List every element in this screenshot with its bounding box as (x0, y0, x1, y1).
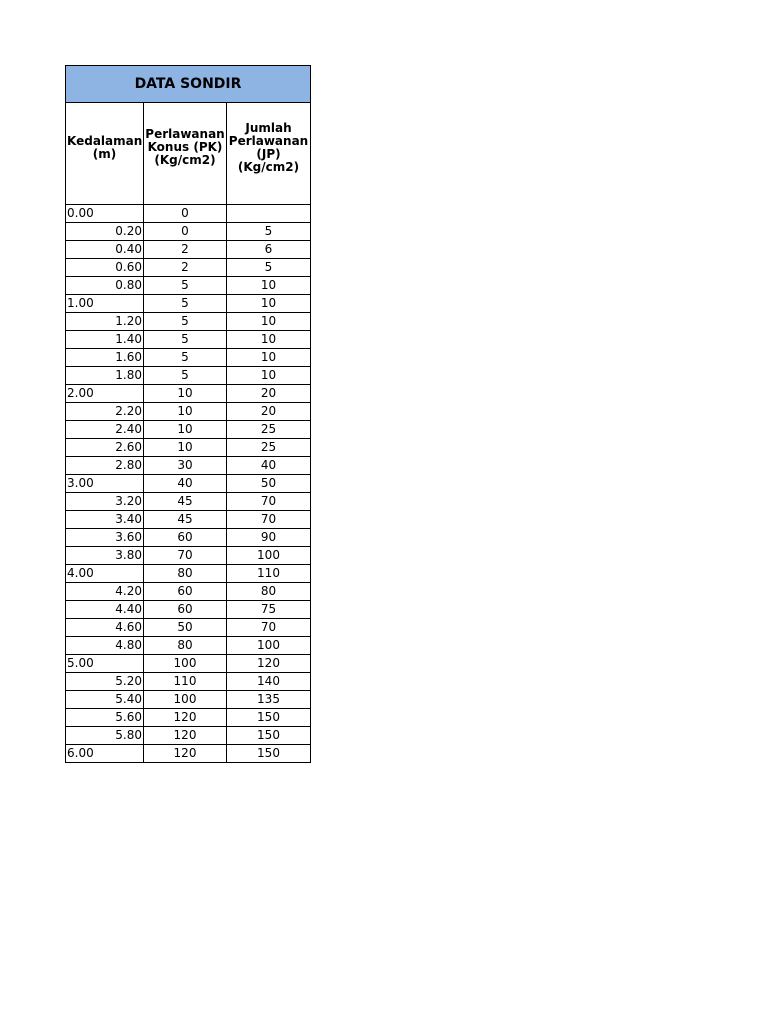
pk-cell: 45 (144, 493, 227, 511)
table-row (66, 439, 311, 457)
jp-cell: 10 (227, 277, 311, 295)
jp-cell: 10 (227, 313, 311, 331)
depth-cell: 3.20 (66, 493, 144, 511)
table-row (66, 727, 311, 745)
jp-cell: 150 (227, 727, 311, 745)
table-row (66, 349, 311, 367)
depth-cell: 2.20 (66, 403, 144, 421)
depth-cell: 1.40 (66, 331, 144, 349)
depth-cell: 5.20 (66, 673, 144, 691)
jp-cell: 80 (227, 583, 311, 601)
jp-cell: 5 (227, 259, 311, 277)
header-row (66, 103, 311, 205)
table-row (66, 223, 311, 241)
table-row (66, 691, 311, 709)
pk-cell: 120 (144, 727, 227, 745)
pk-cell: 60 (144, 601, 227, 619)
jp-cell: 5 (227, 223, 311, 241)
table-row (66, 475, 311, 493)
jp-cell: 10 (227, 331, 311, 349)
table-row (66, 313, 311, 331)
header-depth: Kedalaman (m) (66, 103, 144, 205)
jp-cell: 135 (227, 691, 311, 709)
title-row (66, 66, 311, 103)
depth-cell: 6.00 (66, 745, 144, 763)
table-row (66, 295, 311, 313)
depth-cell: 4.20 (66, 583, 144, 601)
pk-cell: 2 (144, 259, 227, 277)
pk-cell: 5 (144, 349, 227, 367)
depth-cell: 1.60 (66, 349, 144, 367)
pk-cell: 100 (144, 691, 227, 709)
table-row (66, 511, 311, 529)
pk-cell: 0 (144, 205, 227, 223)
table-row (66, 493, 311, 511)
jp-cell: 100 (227, 637, 311, 655)
depth-cell: 1.20 (66, 313, 144, 331)
depth-cell: 2.60 (66, 439, 144, 457)
pk-cell: 5 (144, 295, 227, 313)
depth-cell: 5.00 (66, 655, 144, 673)
table-row (66, 457, 311, 475)
depth-cell: 3.80 (66, 547, 144, 565)
jp-cell: 90 (227, 529, 311, 547)
pk-cell: 30 (144, 457, 227, 475)
pk-cell: 5 (144, 367, 227, 385)
jp-cell: 150 (227, 709, 311, 727)
jp-cell (227, 205, 311, 223)
pk-cell: 2 (144, 241, 227, 259)
pk-cell: 100 (144, 655, 227, 673)
table-row (66, 601, 311, 619)
jp-cell: 75 (227, 601, 311, 619)
table-row (66, 259, 311, 277)
table-row (66, 565, 311, 583)
sondir-table (65, 65, 311, 763)
table-row (66, 241, 311, 259)
depth-cell: 5.40 (66, 691, 144, 709)
header-pk: Perlawanan Konus (PK) (Kg/cm2) (144, 103, 227, 205)
pk-cell: 5 (144, 277, 227, 295)
table-row (66, 331, 311, 349)
jp-cell: 140 (227, 673, 311, 691)
pk-cell: 50 (144, 619, 227, 637)
depth-cell: 0.20 (66, 223, 144, 241)
jp-cell: 100 (227, 547, 311, 565)
depth-cell: 5.80 (66, 727, 144, 745)
table-row (66, 619, 311, 637)
depth-cell: 4.40 (66, 601, 144, 619)
header-jp: Jumlah Perlawanan (JP) (Kg/cm2) (227, 103, 311, 205)
jp-cell: 10 (227, 295, 311, 313)
jp-cell: 25 (227, 421, 311, 439)
jp-cell: 10 (227, 367, 311, 385)
depth-cell: 3.00 (66, 475, 144, 493)
jp-cell: 70 (227, 511, 311, 529)
depth-cell: 2.00 (66, 385, 144, 403)
depth-cell: 3.60 (66, 529, 144, 547)
pk-cell: 10 (144, 385, 227, 403)
jp-cell: 20 (227, 385, 311, 403)
table-row (66, 709, 311, 727)
pk-cell: 120 (144, 709, 227, 727)
pk-cell: 5 (144, 313, 227, 331)
table-row (66, 583, 311, 601)
table-row (66, 367, 311, 385)
pk-cell: 60 (144, 529, 227, 547)
sondir-sheet (65, 65, 310, 763)
depth-cell: 5.60 (66, 709, 144, 727)
depth-cell: 1.00 (66, 295, 144, 313)
depth-cell: 2.40 (66, 421, 144, 439)
pk-cell: 40 (144, 475, 227, 493)
table-row (66, 655, 311, 673)
pk-cell: 45 (144, 511, 227, 529)
pk-cell: 60 (144, 583, 227, 601)
pk-cell: 10 (144, 421, 227, 439)
depth-cell: 4.60 (66, 619, 144, 637)
table-row (66, 547, 311, 565)
table-row (66, 673, 311, 691)
jp-cell: 20 (227, 403, 311, 421)
depth-cell: 0.00 (66, 205, 144, 223)
table-row (66, 637, 311, 655)
table-row (66, 403, 311, 421)
jp-cell: 70 (227, 619, 311, 637)
table-body (66, 205, 311, 763)
table-row (66, 529, 311, 547)
depth-cell: 0.60 (66, 259, 144, 277)
pk-cell: 10 (144, 403, 227, 421)
jp-cell: 6 (227, 241, 311, 259)
table-title: DATA SONDIR (66, 66, 311, 103)
pk-cell: 0 (144, 223, 227, 241)
jp-cell: 40 (227, 457, 311, 475)
pk-cell: 10 (144, 439, 227, 457)
table-row (66, 745, 311, 763)
pk-cell: 5 (144, 331, 227, 349)
pk-cell: 110 (144, 673, 227, 691)
table-row (66, 421, 311, 439)
table-row (66, 277, 311, 295)
depth-cell: 2.80 (66, 457, 144, 475)
table-row (66, 205, 311, 223)
depth-cell: 3.40 (66, 511, 144, 529)
depth-cell: 4.00 (66, 565, 144, 583)
pk-cell: 70 (144, 547, 227, 565)
depth-cell: 0.80 (66, 277, 144, 295)
pk-cell: 80 (144, 637, 227, 655)
jp-cell: 150 (227, 745, 311, 763)
depth-cell: 4.80 (66, 637, 144, 655)
pk-cell: 120 (144, 745, 227, 763)
jp-cell: 120 (227, 655, 311, 673)
jp-cell: 70 (227, 493, 311, 511)
depth-cell: 1.80 (66, 367, 144, 385)
jp-cell: 25 (227, 439, 311, 457)
depth-cell: 0.40 (66, 241, 144, 259)
jp-cell: 50 (227, 475, 311, 493)
table-row (66, 385, 311, 403)
pk-cell: 80 (144, 565, 227, 583)
jp-cell: 110 (227, 565, 311, 583)
jp-cell: 10 (227, 349, 311, 367)
